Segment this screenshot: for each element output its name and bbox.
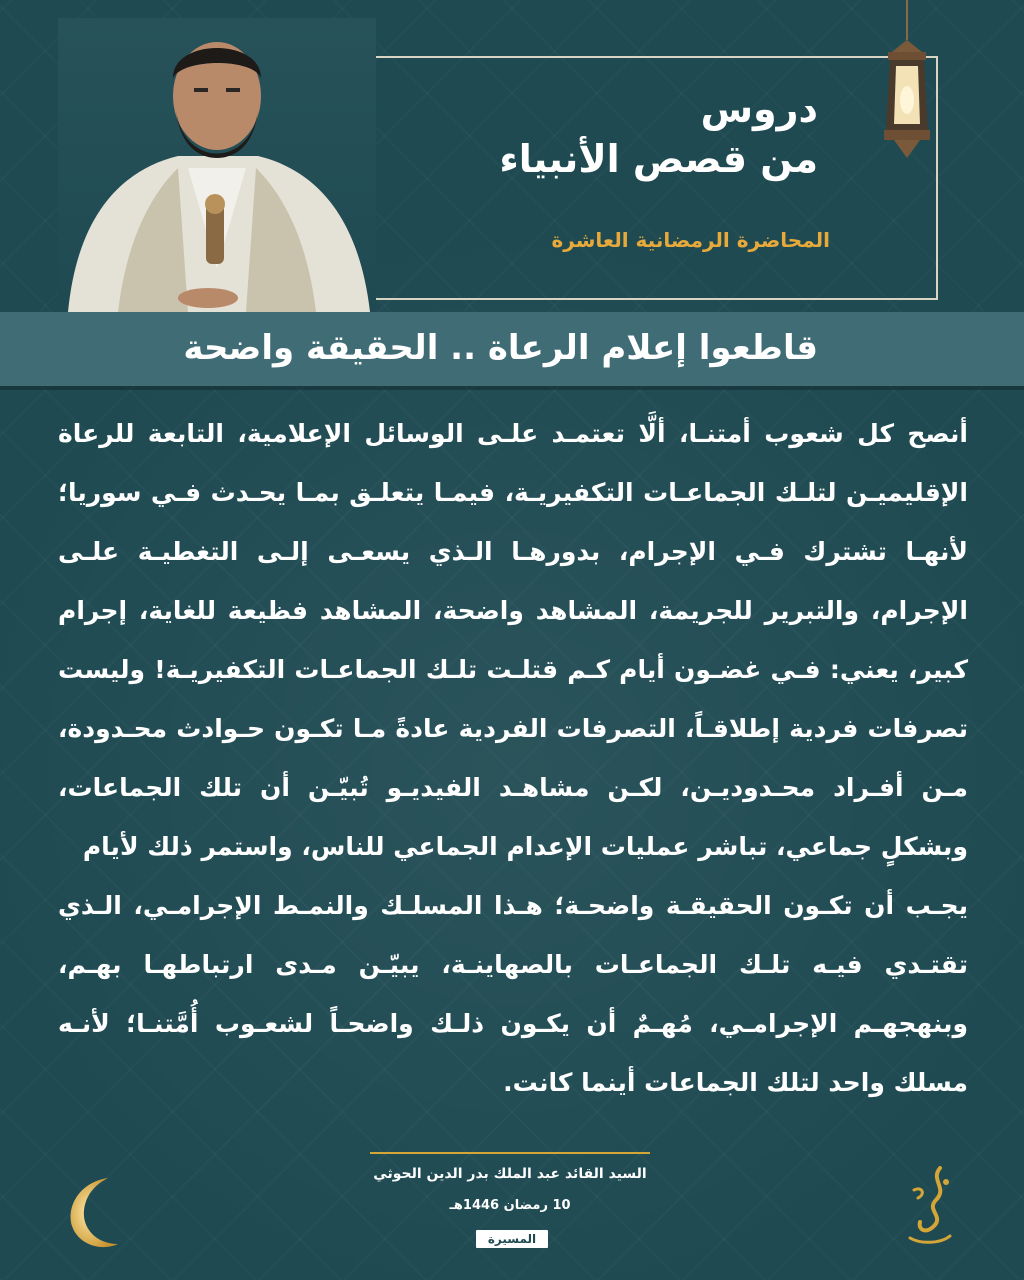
headline: قاطعوا إعلام الرعاة .. الحقيقة واضحة bbox=[183, 328, 818, 368]
series-title bbox=[458, 84, 818, 184]
lecture-date: 10 رمضان 1446هـ bbox=[449, 1198, 571, 1213]
series-title-line2: من قصص الأنبياء bbox=[499, 137, 818, 181]
ramadan-calligraphy-icon bbox=[900, 1160, 960, 1250]
speaker-portrait bbox=[58, 18, 376, 312]
quote-paragraph-2: يجـب أن تكـون الحقيقـة واضحـة؛ هـذا المسلـك والنمـط الإجرامـي، الـذي تقتـدي فيـه تلـك الجماعـات بالصهاينـة، يبيّـن مـدى ارتباطهـا بهـم، وبنهجهـم الإجرامـي، مُهـمٌ أن يكـون ذلـك واضحـاً لشعـوب أُمَّتنـا؛ لأنـه مسلك واحد لتلك الجماعات أينما كانت. bbox=[58, 891, 968, 1097]
speaker-name: السيد القائد عبد الملك بدر الدين الحوثي bbox=[373, 1166, 647, 1182]
masirah-logo: المسيرة bbox=[476, 1230, 548, 1248]
footer-divider bbox=[370, 1152, 650, 1154]
series-title-line1: دروس bbox=[700, 87, 818, 131]
lantern-icon bbox=[872, 0, 942, 170]
crescent-icon bbox=[56, 1172, 136, 1252]
lecture-label: المحاضرة الرمضانية العاشرة bbox=[551, 228, 830, 252]
quote-paragraph-1: أنصح كل شعوب أمتنـا، ألَّا تعتمـد علـى الوسائل الإعلامية، التابعة للرعاة الإقليميـن لتلـك الجماعـات التكفيريـة، فيمـا يتعلـق بمـا يحـدث فـي سوريا؛ لأنهـا تشترك فـي الإجرام، بدورهـا الـذي يسعـى إلـى التغطيـة علـى الإجرام، والتبرير للجريمة، المشاهد واضحة، المشاهد فظيعة للغاية، إجرام كبير، يعني: فـي غضـون أيام كـم قتلـت تلـك الجماعـات التكفيريـة! وليست تصرفات فردية إطلاقـاً، التصرفات الفردية عادةً مـا تكـون حـوادث محـدودة، مـن أفـراد محـدوديـن، لكـن مشاهـد الفيديـو تُبيّـن أن تلك الجماعات، وبشكلٍ جماعي، تباشر عمليات الإعدام الجماعي للناس، واستمر ذلك لأيام bbox=[58, 419, 968, 861]
quote-body bbox=[58, 404, 968, 1112]
